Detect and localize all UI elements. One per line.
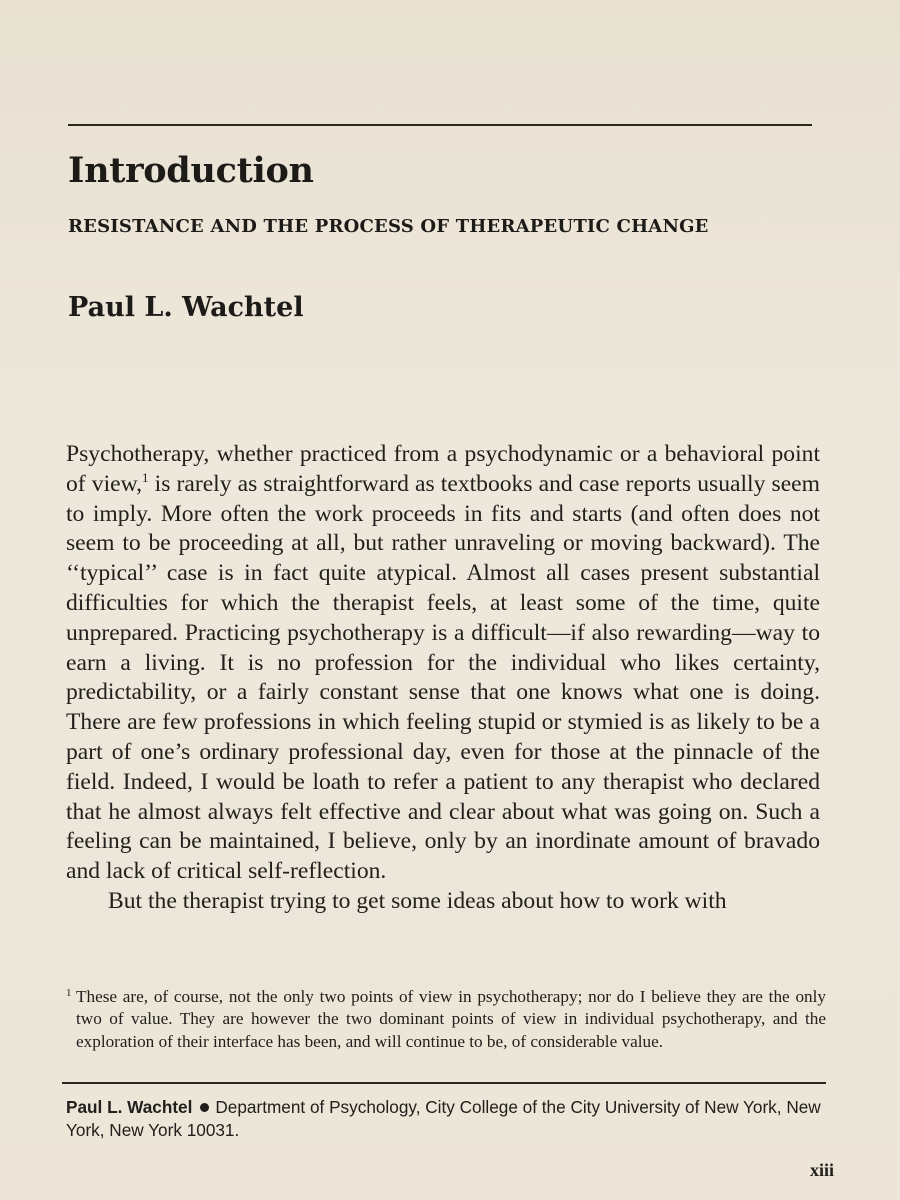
chapter-author: Paul L. Wachtel <box>68 292 304 323</box>
body-paragraph-2: But the therapist trying to get some ideas about how to work with <box>108 887 727 914</box>
body-text <box>66 440 820 917</box>
footnote <box>66 986 826 1053</box>
body-paragraph-1 <box>66 440 820 887</box>
body-paragraph-1-start: Psychotherapy, whether practiced from a psychodynamic or a behavioral point of view, <box>66 441 820 497</box>
affiliation-details: Department of Psychology, City College of the City University of New York, New York, New York 10031. <box>66 1097 821 1140</box>
body-paragraph-1-rest: is rarely as straightforward as textbooks and case reports usually seem to imply. More often the work proceeds in fits and starts (and often does not seem to be proceeding at all, but rather unraveling or moving backward). The ‘‘typical’’ case is in fact quite atypical. Almost all cases present substantial difficulties for which the therapist feels, at least some of the time, quite unprepared. Practicing psychotherapy is a difficult—if also rewarding—way to earn a living. It is no profession for the individual who likes certainty, predictability, or a fairly constant sense that one knows what one is doing. There are few professions in which feeling stupid or stymied is as likely to be a part of one’s ordinary professional day, even for those at the pinnacle of the field. Indeed, I would be loath to refer a patient to any therapist who declared that he almost always felt effective and clear about what was going on. Such a feeling can be maintained, I believe, only by an inordinate amount of bravado and lack of critical self-reflection. <box>66 470 820 885</box>
bullet-icon <box>200 1103 209 1112</box>
footnote-number: 1 <box>66 987 72 999</box>
page-number: xiii <box>809 1160 834 1180</box>
chapter-subtitle: RESISTANCE AND THE PROCESS OF THERAPEUTIC CHANGE <box>68 216 709 237</box>
bottom-rule <box>62 1082 826 1084</box>
author-affiliation <box>66 1096 826 1142</box>
footnote-text: These are, of course, not the only two points of view in psychotherapy; nor do I believe they are the only two of value. They are however the two dominant points of view in individual psychotherapy, and the exploration of their interface has been, and will continue to be, of considerable value. <box>76 987 826 1051</box>
affiliation-name: Paul L. Wachtel <box>66 1097 193 1117</box>
footnote-reference: 1 <box>142 469 149 485</box>
chapter-title: Introduction <box>68 150 314 191</box>
top-rule <box>68 124 812 126</box>
